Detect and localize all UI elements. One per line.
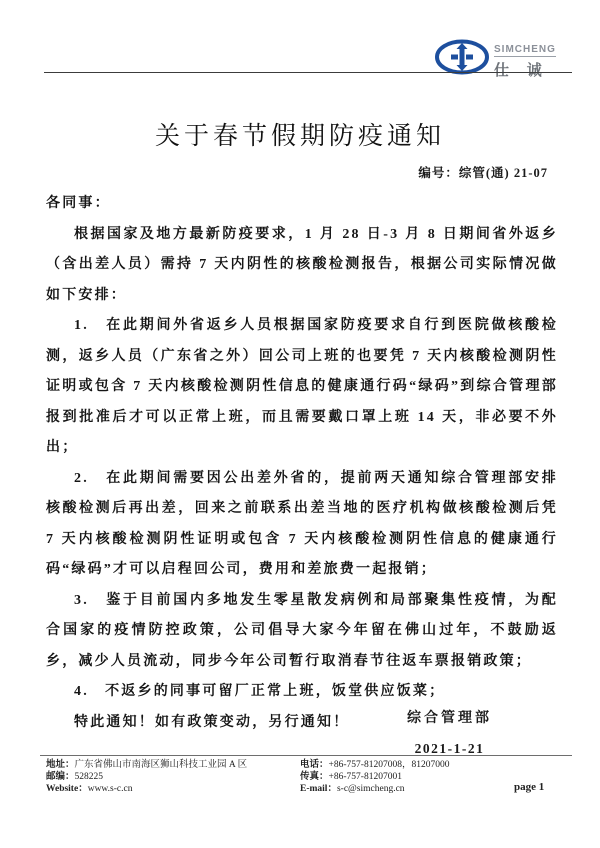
footer-tel-value: +86-757-81207008，81207000 bbox=[328, 760, 450, 770]
footer-fax-label: 传真： bbox=[300, 772, 329, 782]
footer-zip-value: 528225 bbox=[74, 772, 104, 782]
closing-line: 特此通知！如有政策变动，另行通知！ bbox=[74, 714, 350, 730]
footer-email-value: s-c@simcheng.cn bbox=[336, 784, 405, 794]
footer-divider bbox=[40, 755, 572, 756]
notice-item-1: 1. 在此期间外省返乡人员根据国家防疫要求自行到医院做核酸检测，返乡人员（广东省之外）回公司上班的也要凭 7 天内核酸检测阴性证明或包含 7 天内核酸检测阴性信息的健康通行码“绿码”到综合管理部报到批准后才可以正常上班，而且需要戴口罩上班 14 天，非必要不外出； bbox=[46, 318, 558, 455]
notice-item-3: 3. 鉴于目前国内多地发生零星散发病例和局部聚集性疫情，为配合国家的疫情防控政策，公司倡导大家今年留在佛山过年，不鼓励返乡，减少人员流动，同步今年公司暂行取消春节往返车票报销政策； bbox=[46, 592, 558, 669]
page-number: page 1 bbox=[514, 781, 545, 793]
footer-email-label: E-mail： bbox=[300, 784, 337, 794]
signature-department: 综合管理部 bbox=[407, 711, 492, 726]
footer-website bbox=[46, 783, 132, 795]
header-divider bbox=[44, 72, 572, 73]
footer-tel bbox=[300, 759, 449, 771]
notice-body bbox=[46, 189, 558, 738]
notice-item-4: 4. 不返乡的同事可留厂正常上班，饭堂供应饭菜； bbox=[74, 684, 446, 699]
document-number: 编号：综管(通) 21-07 bbox=[418, 166, 548, 180]
company-logo-icon bbox=[434, 38, 490, 81]
footer-website-label: Website： bbox=[46, 784, 88, 794]
page-title: 关于春节假期防疫通知 bbox=[154, 123, 445, 150]
footer-zip-label: 邮编： bbox=[46, 772, 75, 782]
brand-name-en: SIMCHENG bbox=[494, 44, 556, 55]
footer-address-value: 广东省佛山市南海区狮山科技工业园 A 区 bbox=[74, 760, 248, 770]
greeting: 各同事： bbox=[46, 196, 111, 211]
footer-website-value: www.s-c.cn bbox=[87, 784, 133, 794]
brand-name-cn: 仕 诚 bbox=[494, 63, 549, 79]
footer-zip bbox=[46, 771, 103, 783]
footer-address bbox=[46, 759, 247, 771]
notice-item-2: 2. 在此期间需要因公出差外省的，提前两天通知综合管理部安排核酸检测后再出差，回来之前联系出差当地的医疗机构做核酸检测后凭 7 天内核酸检测阴性证明或包含 7 天内核酸检测阴性信息的健康通行码“绿码”才可以启程回公司，费用和差旅费一起报销； bbox=[46, 470, 558, 577]
footer-fax-value: +86-757-81207001 bbox=[328, 772, 402, 782]
signature-date: 2021-1-21 bbox=[414, 741, 485, 756]
footer-address-label: 地址： bbox=[46, 760, 75, 770]
footer-fax bbox=[300, 771, 402, 783]
footer-tel-label: 电话： bbox=[300, 760, 329, 770]
company-logo bbox=[434, 36, 574, 79]
footer-email bbox=[300, 783, 405, 795]
paragraph-intro: 根据国家及地方最新防疫要求，1 月 28 日-3 月 8 日期间省外返乡（含出差人员）需持 7 天内阴性的核酸检测报告，根据公司实际情况做如下安排： bbox=[46, 226, 558, 303]
